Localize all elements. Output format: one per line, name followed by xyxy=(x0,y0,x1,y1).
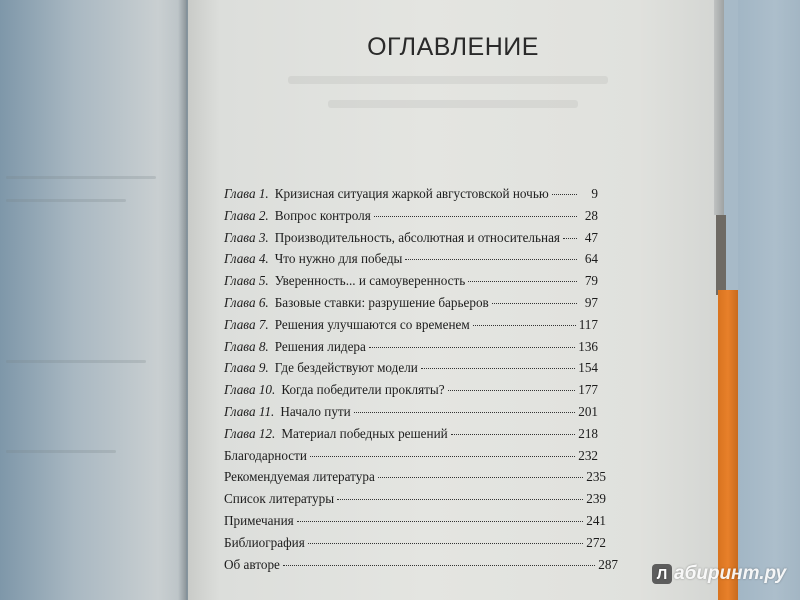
toc-entry-title: Вопрос контроля xyxy=(274,207,371,223)
toc-page-number: 64 xyxy=(584,251,598,267)
toc-entry-title: Решения улучшаются со временем xyxy=(274,316,470,332)
previous-page xyxy=(0,0,186,600)
book-cover-edge xyxy=(738,0,800,600)
toc-entry-title: Список литературы xyxy=(224,491,335,507)
toc-entry-title: Примечания xyxy=(224,513,294,528)
toc-entry-title: Библиография xyxy=(224,534,305,550)
toc-entry xyxy=(224,208,598,228)
toc-leader-dots xyxy=(369,347,575,348)
toc-leader-dots xyxy=(310,456,575,457)
toc-page-number: 117 xyxy=(578,316,598,332)
orange-page-edges xyxy=(718,290,738,600)
bleed-through-title xyxy=(328,100,578,108)
toc-entry-title: Базовые ставки: разрушение барьеров xyxy=(274,295,489,310)
toc-page-number: 136 xyxy=(578,338,598,354)
toc-entry xyxy=(224,535,606,555)
toc-entry xyxy=(224,186,598,206)
toc-leader-dots xyxy=(297,521,584,522)
toc-leader-dots xyxy=(473,325,576,326)
toc-page-number: 177 xyxy=(578,382,598,398)
toc-leader-dots xyxy=(354,412,575,413)
toc-entry xyxy=(224,251,598,271)
toc-page-number: 28 xyxy=(584,207,598,223)
toc-entry xyxy=(224,382,598,402)
toc-page-number: 97 xyxy=(584,295,598,310)
toc-chapter-number: Глава 12. xyxy=(224,425,276,441)
toc-leader-dots xyxy=(421,368,575,369)
toc-chapter-number: Глава 10. xyxy=(224,382,276,398)
toc-entry xyxy=(224,469,606,489)
toc-entry xyxy=(224,317,598,337)
toc-leader-dots xyxy=(374,216,577,217)
toc-leader-dots xyxy=(448,390,576,391)
watermark xyxy=(652,563,786,585)
toc-page-number: 201 xyxy=(578,404,598,419)
toc-entry-title: Решения лидера xyxy=(274,338,366,354)
toc-entry xyxy=(224,491,606,511)
bleed-through-line xyxy=(6,450,116,453)
toc-entry xyxy=(224,557,618,577)
bleed-through-title xyxy=(288,76,608,84)
toc-page-number: 241 xyxy=(586,513,606,528)
toc-leader-dots xyxy=(378,477,583,478)
toc-page-number: 218 xyxy=(578,425,598,441)
toc-page-number: 235 xyxy=(586,469,606,485)
toc-chapter-number: Глава 6. xyxy=(224,295,269,310)
watermark-text: абиринт.ру xyxy=(674,563,787,584)
toc-chapter-number: Глава 4. xyxy=(224,251,269,267)
toc-entry xyxy=(224,513,606,533)
toc-entry-title: Когда победители прокляты? xyxy=(281,382,445,398)
toc-entry-title: Благодарности xyxy=(224,447,307,463)
toc-entry xyxy=(224,230,598,250)
toc-entry xyxy=(224,295,598,315)
page-title: ОГЛАВЛЕНИЕ xyxy=(367,33,539,61)
toc-leader-dots xyxy=(308,543,583,544)
bleed-through-line xyxy=(6,199,126,202)
watermark-logo-badge: Л xyxy=(652,564,672,584)
toc-page-number: 239 xyxy=(586,491,606,507)
toc-chapter-number: Глава 9. xyxy=(224,360,269,376)
toc-page-number: 9 xyxy=(591,186,598,201)
toc-entry-title: Где бездействуют модели xyxy=(274,360,418,376)
toc-leader-dots xyxy=(451,434,576,435)
toc-entry xyxy=(224,426,598,446)
toc-leader-dots xyxy=(337,499,583,500)
toc-page-number: 79 xyxy=(584,273,598,289)
toc-entry xyxy=(224,404,598,424)
toc-entry-title: Рекомендуемая литература xyxy=(224,469,375,485)
page-edges-dark xyxy=(716,215,726,295)
toc-page-number: 287 xyxy=(598,556,618,572)
toc-entry xyxy=(224,339,598,359)
toc-chapter-number: Глава 7. xyxy=(224,316,269,332)
toc-chapter-number: Глава 8. xyxy=(224,338,269,354)
toc-entry-title: Уверенность... и самоуверенность xyxy=(274,273,466,289)
toc-entry xyxy=(224,273,598,293)
toc-leader-dots xyxy=(468,281,577,282)
toc-entry-title: Об авторе xyxy=(224,556,280,572)
toc-chapter-number: Глава 2. xyxy=(224,207,269,223)
toc-page-number: 272 xyxy=(586,534,606,550)
toc-leader-dots xyxy=(492,303,577,304)
toc-leader-dots xyxy=(552,194,577,195)
toc-page-number: 232 xyxy=(578,447,598,463)
toc-chapter-number: Глава 5. xyxy=(224,273,269,289)
toc-page-number: 47 xyxy=(584,229,598,245)
toc-chapter-number: Глава 3. xyxy=(224,229,269,245)
toc-entry xyxy=(224,360,598,380)
bleed-through-line xyxy=(6,176,156,179)
toc-leader-dots xyxy=(405,259,577,260)
toc-page-number: 154 xyxy=(578,360,598,376)
toc-chapter-number: Глава 1. xyxy=(224,186,269,201)
toc-leader-dots xyxy=(563,238,577,239)
toc-entry-title: Материал победных решений xyxy=(281,425,448,441)
toc-entry-title: Начало пути xyxy=(280,404,351,419)
toc-chapter-number: Глава 11. xyxy=(224,404,275,419)
toc-leader-dots xyxy=(283,565,595,566)
toc-entry-title: Кризисная ситуация жаркой августовской ночью xyxy=(274,186,549,201)
toc-entry-title: Производительность, абсолютная и относительная xyxy=(274,229,560,245)
toc-entry xyxy=(224,448,598,468)
bleed-through-line xyxy=(6,360,146,363)
toc-entry-title: Что нужно для победы xyxy=(274,251,403,267)
